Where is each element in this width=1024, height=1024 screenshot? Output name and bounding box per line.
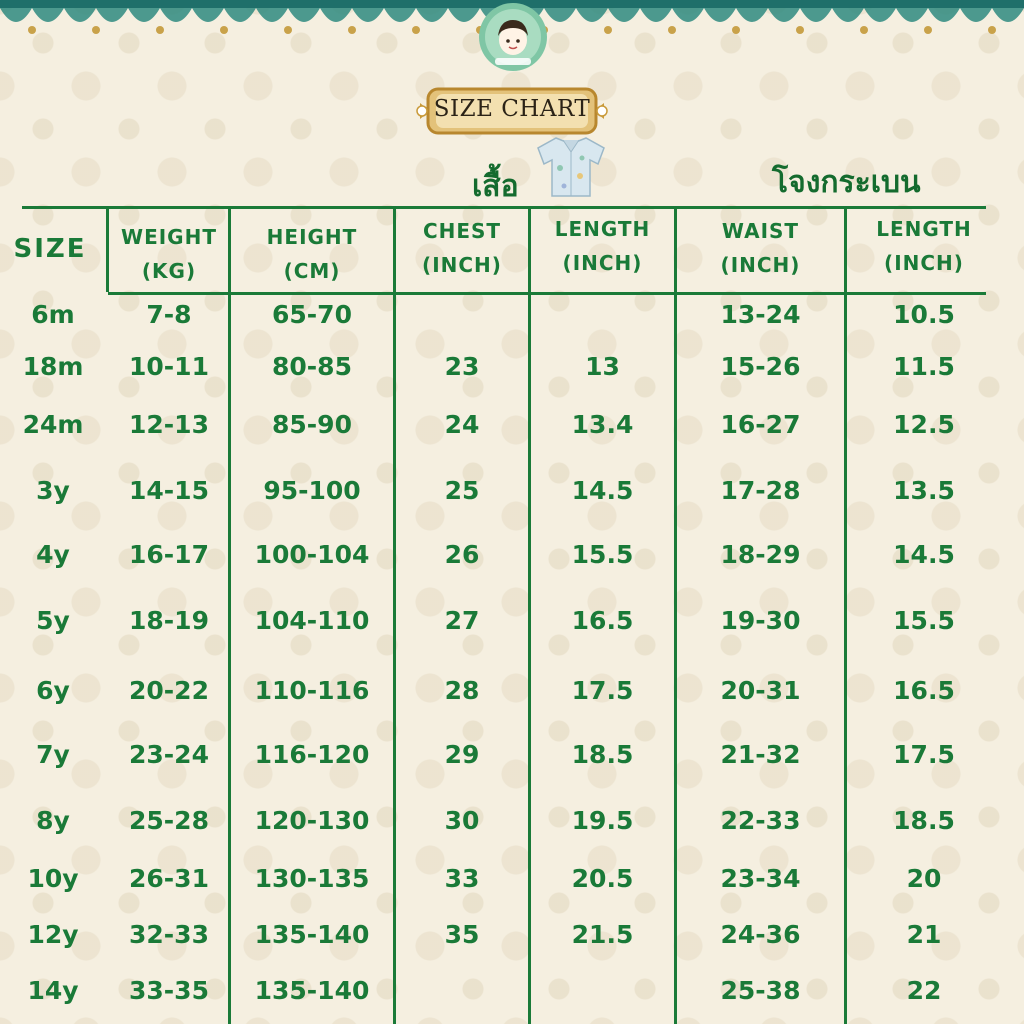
header-shirt-length-label: LENGTH — [554, 217, 651, 241]
cell-weight: 18-19 — [129, 606, 209, 635]
cell-weight: 12-13 — [129, 410, 209, 439]
cell-height: 116-120 — [254, 740, 370, 769]
header-height — [230, 220, 394, 288]
header-weight — [108, 220, 230, 288]
header-height-unit: (CM) — [283, 259, 341, 283]
cell-height: 65-70 — [272, 300, 352, 329]
cell-shirt-length: 21.5 — [571, 920, 634, 949]
header-shirt-length — [530, 212, 675, 280]
cell-pants-length: 17.5 — [893, 740, 955, 769]
cell-shirt-length: 14.5 — [571, 476, 634, 505]
cell-waist: 21-32 — [720, 740, 801, 769]
header-waist — [676, 214, 845, 282]
cell-size: 5y — [36, 606, 70, 635]
cell-size: 4y — [36, 540, 70, 569]
cell-size: 12y — [27, 920, 79, 949]
cell-pants-length: 10.5 — [893, 300, 955, 329]
cell-weight: 20-22 — [129, 676, 209, 705]
header-pants-length-label: LENGTH — [876, 217, 972, 241]
cell-waist: 16-27 — [720, 410, 801, 439]
header-shirt-length-unit: (INCH) — [562, 251, 643, 275]
cell-chest: 27 — [444, 606, 480, 635]
cell-shirt-length: 16.5 — [571, 606, 634, 635]
pants-group-title: โจงกระเบน — [772, 165, 921, 200]
cell-chest: 30 — [444, 806, 480, 835]
cell-waist: 13-24 — [720, 300, 801, 329]
cell-waist: 19-30 — [720, 606, 801, 635]
cell-weight: 7-8 — [146, 300, 192, 329]
cell-size: 14y — [27, 976, 79, 1005]
shirt-icon — [530, 132, 612, 200]
cell-chest: 29 — [444, 740, 480, 769]
table-top-line — [22, 206, 986, 209]
cell-height: 110-116 — [254, 676, 370, 705]
cell-pants-length: 14.5 — [893, 540, 955, 569]
cell-waist: 20-31 — [720, 676, 801, 705]
cell-waist: 25-38 — [720, 976, 801, 1005]
cell-pants-length: 22 — [906, 976, 942, 1005]
cell-pants-length: 21 — [906, 920, 942, 949]
header-chest — [395, 214, 529, 282]
cell-shirt-length: 13.4 — [571, 410, 634, 439]
cell-height: 100-104 — [254, 540, 370, 569]
cell-pants-length: 18.5 — [893, 806, 955, 835]
cell-chest: 33 — [444, 864, 480, 893]
cell-pants-length: 12.5 — [893, 410, 955, 439]
cell-size: 6m — [31, 300, 75, 329]
cell-size: 7y — [36, 740, 70, 769]
header-height-label: HEIGHT — [266, 225, 358, 249]
header-weight-unit: (KG) — [141, 259, 197, 283]
cell-weight: 26-31 — [129, 864, 209, 893]
cell-height: 95-100 — [263, 476, 361, 505]
header-pants-length — [846, 212, 1002, 280]
cell-shirt-length: 18.5 — [571, 740, 634, 769]
cell-height: 135-140 — [254, 920, 370, 949]
header-waist-unit: (INCH) — [720, 253, 801, 277]
cell-height: 80-85 — [272, 352, 352, 381]
cell-waist: 22-33 — [720, 806, 801, 835]
cell-height: 104-110 — [254, 606, 370, 635]
cell-pants-length: 20 — [906, 864, 942, 893]
header-waist-label: WAIST — [721, 219, 800, 243]
cell-waist: 23-34 — [720, 864, 801, 893]
cell-size: 18m — [22, 352, 84, 381]
cell-chest: 35 — [444, 920, 480, 949]
cell-pants-length: 15.5 — [893, 606, 955, 635]
header-chest-label: CHEST — [422, 219, 502, 243]
cell-size: 8y — [36, 806, 70, 835]
cell-shirt-length: 15.5 — [571, 540, 634, 569]
cell-size: 10y — [27, 864, 79, 893]
cell-size: 6y — [36, 676, 70, 705]
size-chart-title: SIZE CHART — [433, 96, 591, 122]
cell-weight: 32-33 — [129, 920, 209, 949]
cell-chest: 23 — [444, 352, 480, 381]
header-pants-length-unit: (INCH) — [884, 251, 964, 275]
cell-weight: 23-24 — [129, 740, 209, 769]
header-bottom-line — [108, 292, 986, 295]
cell-height: 135-140 — [254, 976, 370, 1005]
cell-height: 130-135 — [254, 864, 370, 893]
cell-waist: 24-36 — [720, 920, 801, 949]
cell-chest: 26 — [444, 540, 480, 569]
shirt-group-title: เสื้อ — [472, 169, 519, 204]
cell-waist: 15-26 — [720, 352, 801, 381]
cell-weight: 14-15 — [129, 476, 209, 505]
header-weight-label: WEIGHT — [121, 225, 217, 249]
cell-height: 120-130 — [254, 806, 370, 835]
cell-chest: 28 — [444, 676, 480, 705]
cell-shirt-length: 17.5 — [571, 676, 634, 705]
cell-shirt-length: 13 — [585, 352, 620, 381]
header-chest-unit: (INCH) — [422, 253, 502, 277]
cell-size: 24m — [22, 410, 84, 439]
cell-shirt-length: 20.5 — [571, 864, 634, 893]
cell-chest: 24 — [444, 410, 480, 439]
cell-weight: 33-35 — [129, 976, 209, 1005]
header-size: SIZE — [13, 234, 87, 264]
cell-chest: 25 — [444, 476, 480, 505]
cell-pants-length: 11.5 — [893, 352, 955, 381]
cell-waist: 17-28 — [720, 476, 801, 505]
cell-height: 85-90 — [272, 410, 352, 439]
cell-size: 3y — [36, 476, 70, 505]
cell-weight: 16-17 — [129, 540, 209, 569]
brand-logo — [478, 2, 548, 72]
cell-weight: 25-28 — [129, 806, 209, 835]
cell-pants-length: 16.5 — [893, 676, 955, 705]
cell-weight: 10-11 — [129, 352, 209, 381]
cell-shirt-length: 19.5 — [571, 806, 634, 835]
cell-waist: 18-29 — [720, 540, 801, 569]
cell-pants-length: 13.5 — [893, 476, 955, 505]
